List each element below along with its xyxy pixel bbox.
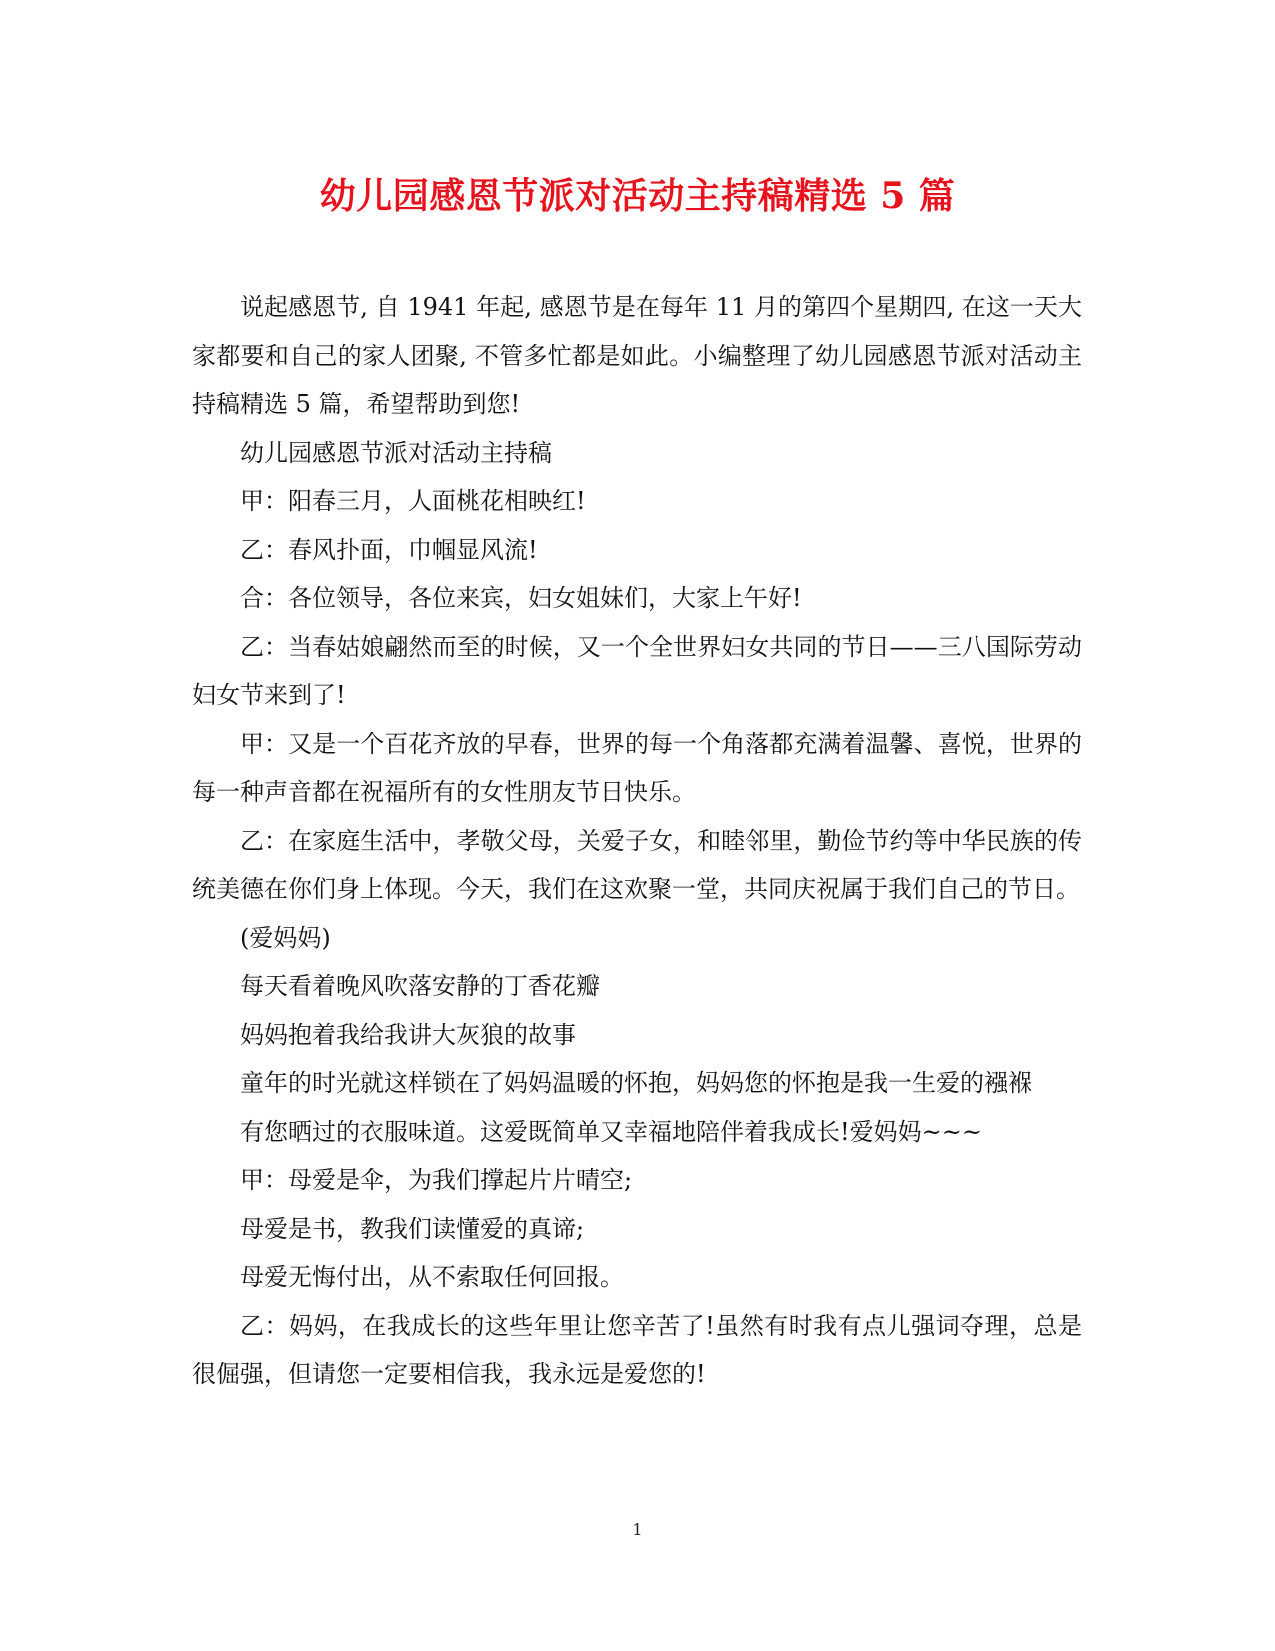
poem-line: 童年的时光就这样锁在了妈妈温暖的怀抱，妈妈您的怀抱是我一生爱的襁褓 — [240, 1069, 1032, 1097]
poem-line: 每天看着晚风吹落安静的丁香花瓣 — [240, 972, 600, 1000]
dialogue-line: 乙：在家庭生活中，孝敬父母，关爱子女，和睦邻里，勤俭节约等中华民族的传统美德在你们身上体现。今天，我们在这欢聚一堂，共同庆祝属于我们自己的节日。 — [192, 826, 1082, 903]
poem-line: 有您晒过的衣服味道。这爱既简单又幸福地陪伴着我成长!爱妈妈~~~ — [240, 1117, 982, 1146]
dialogue-line: 甲：阳春三月，人面桃花相映红! — [240, 487, 586, 515]
dialogue-line: 乙：妈妈，在我成长的这些年里让您辛苦了!虽然有时我有点儿强词夺理，总是很倔强，但请您一定要相信我，我永远是爱您的! — [192, 1311, 1082, 1388]
poem-line: 母爱无悔付出，从不索取任何回报。 — [240, 1263, 624, 1291]
poem-line: 妈妈抱着我给我讲大灰狼的故事 — [240, 1020, 576, 1049]
page-number: 1 — [632, 1520, 643, 1539]
dialogue-line: 合：各位领导，各位来宾，妇女姐妹们，大家上午好! — [240, 584, 802, 612]
dialogue-line: 甲：又是一个百花齐放的早春，世界的每一个角落都充满着温馨、喜悦，世界的每一种声音都在祝福所有的女性朋友节日快乐。 — [192, 729, 1082, 806]
section-heading: 幼儿园感恩节派对活动主持稿 — [240, 438, 552, 467]
document-body — [192, 283, 1082, 1399]
dialogue-line: 甲：母爱是伞，为我们撑起片片晴空; — [240, 1166, 633, 1194]
dialogue-line: 乙：当春姑娘翩然而至的时候，又一个全世界妇女共同的节日——三八国际劳动妇女节来到了! — [192, 632, 1082, 709]
poem-title: (爱妈妈) — [240, 923, 331, 952]
document-title: 幼儿园感恩节派对活动主持稿精选 5 篇 — [319, 175, 956, 217]
poem-line: 母爱是书，教我们读懂爱的真谛; — [240, 1214, 585, 1243]
dialogue-line: 乙：春风扑面，巾帼显风流! — [240, 535, 538, 564]
intro-paragraph: 说起感恩节, 自 1941 年起, 感恩节是在每年 11 月的第四个星期四, 在这一天大家都要和自己的家人团聚, 不管多忙都是如此。小编整理了幼儿园感恩节派对活动主持稿精选 5 篇，希望帮助到您! — [192, 293, 1082, 418]
